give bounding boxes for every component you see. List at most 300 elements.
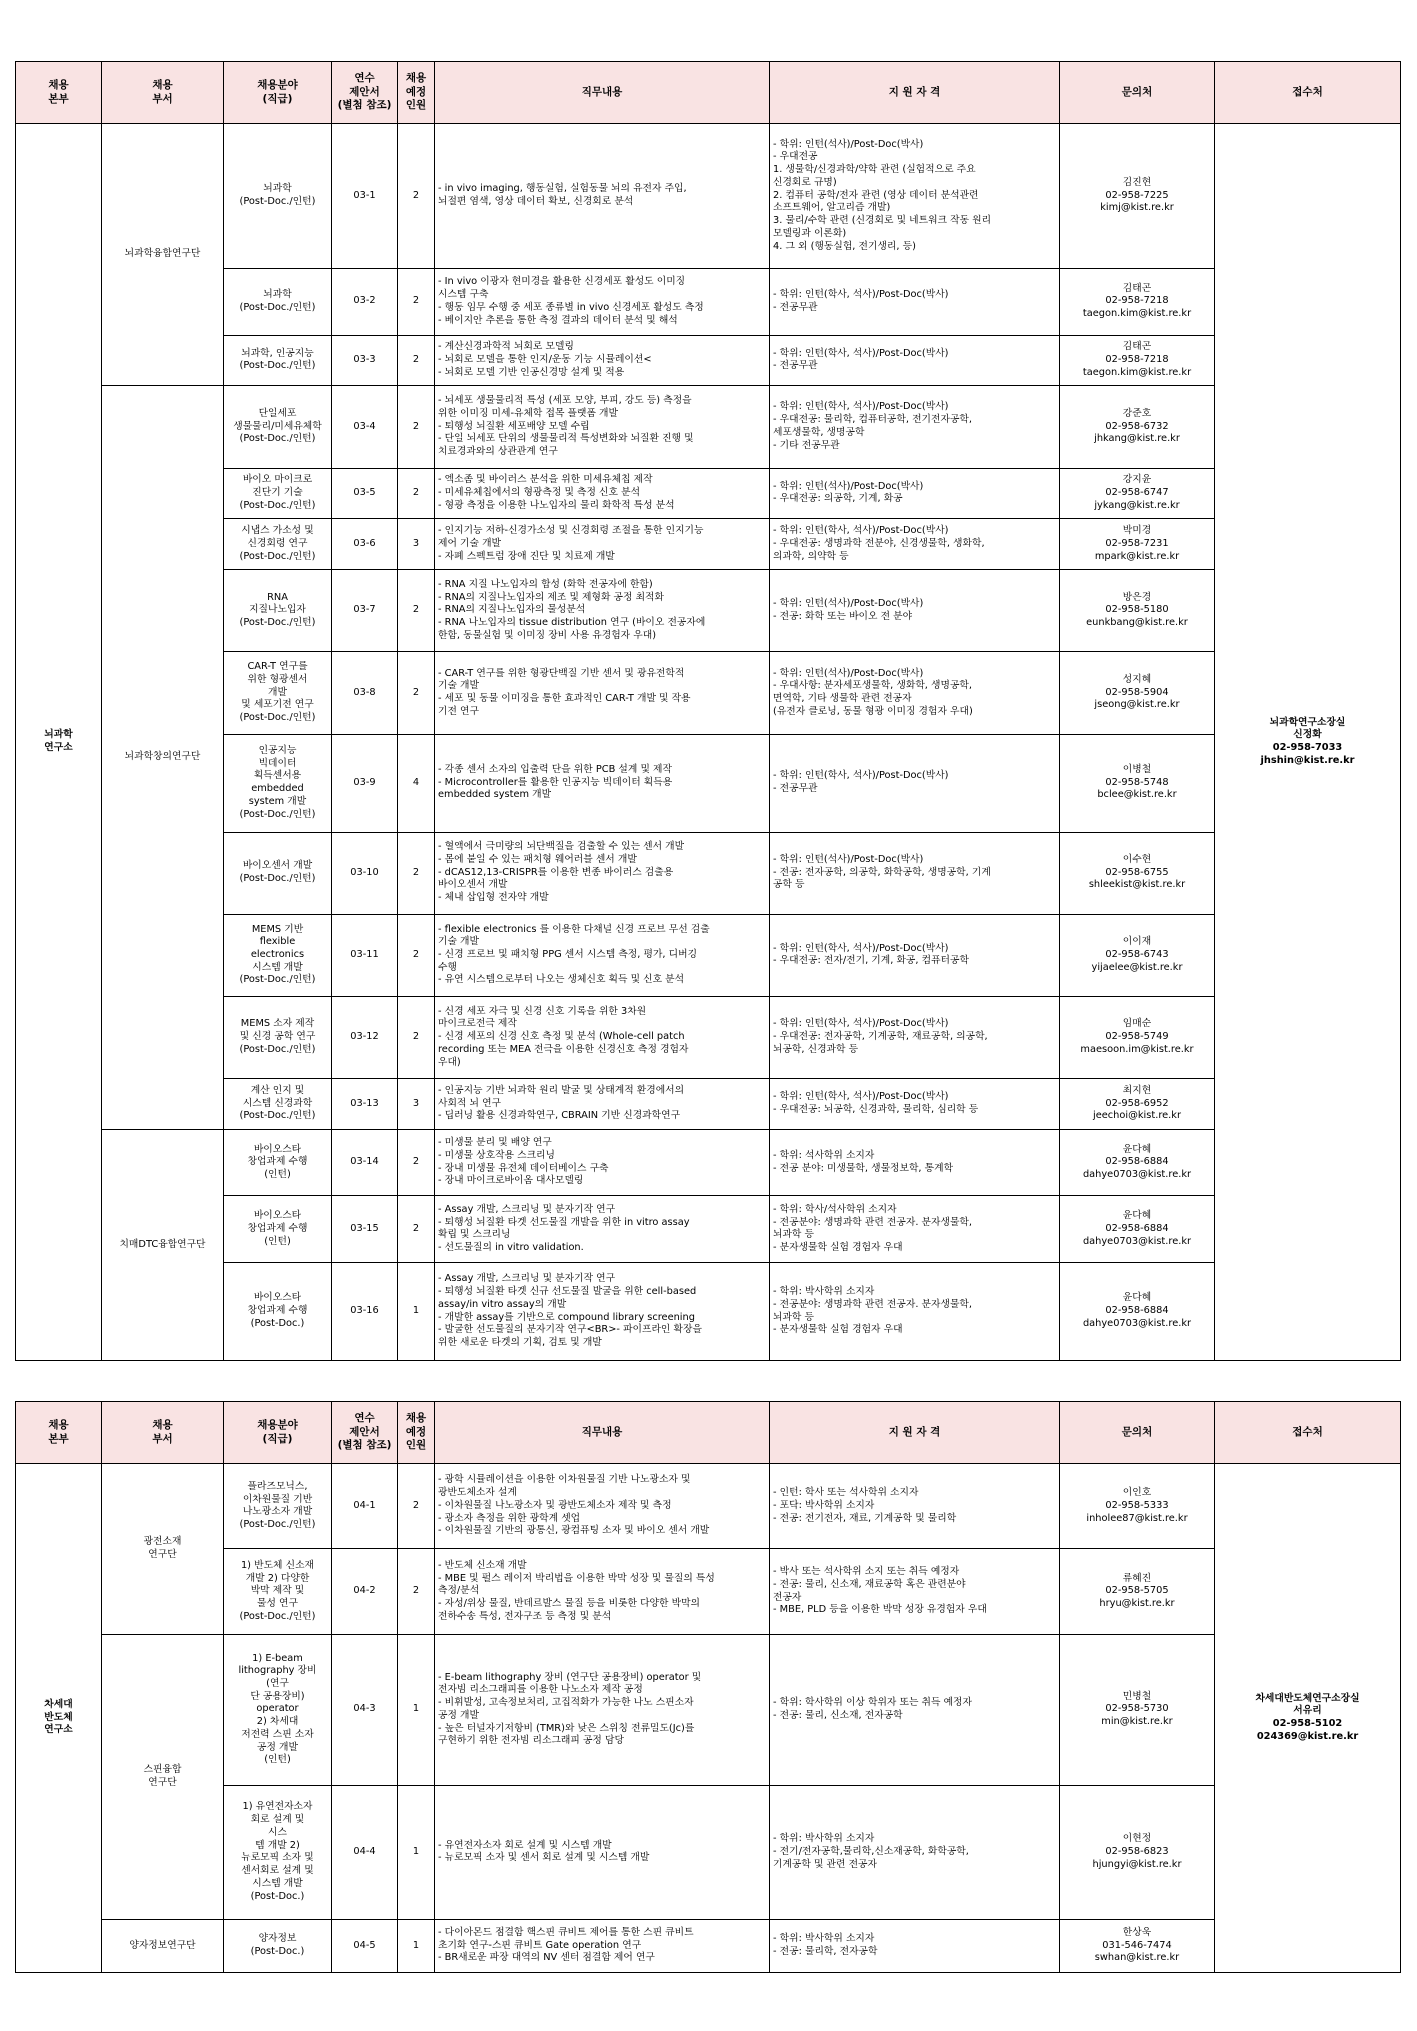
- text-line: - E-beam lithography 장비 (연구단 공용장비) operator 및: [438, 1671, 702, 1683]
- proposal-code: 03-13: [332, 1079, 398, 1130]
- text-line: - 우대전공: 전자공학, 기계공학, 재료공학, 의공학,: [773, 1031, 988, 1043]
- text-line: - In vivo 이광자 현미경을 활용한 신경세포 활성도 이미징: [438, 276, 686, 288]
- headcount-cell: 2: [398, 1196, 435, 1263]
- text-line: - 자폐 스펙트럼 장애 진단 및 치료제 개발: [438, 550, 615, 562]
- text-line: - 우대전공: 뇌공학, 신경과학, 물리학, 심리학 등: [773, 1104, 979, 1116]
- text-line: - 전기/전자공학,물리학,신소재공학, 화학공학,: [773, 1846, 969, 1858]
- table-row: [16, 1196, 1401, 1263]
- headcount-cell: 2: [398, 570, 435, 652]
- text-line: - 광학 시뮬레이션을 이용한 이차원물질 기반 나노광소자 및: [438, 1474, 691, 1486]
- header-contact: 문의처: [1060, 62, 1215, 124]
- text-line: - 퇴행성 뇌질환 타겟 선도물질 개발을 위한 in vitro assay: [438, 1216, 690, 1228]
- text-line: - 우대전공: 물리학, 컴퓨터공학, 전기전자공학,: [773, 414, 972, 426]
- table-row: [16, 335, 1401, 386]
- text-line: - 포닥: 박사학위 소지자: [773, 1499, 875, 1511]
- text-line: - 퇴행성 뇌질환 세포배양 모델 수립: [438, 420, 590, 432]
- text-line: - flexible electronics 를 이용한 다채널 신경 프로브 무선 검출: [438, 923, 710, 935]
- text-line: - 발굴한 선도물질의 분자기작 연구<BR>- 파이프라인 확장을: [438, 1324, 702, 1336]
- header-department: 채용 부서: [102, 1402, 224, 1464]
- text-line: - 학위: 박사학위 소지자: [773, 1833, 875, 1845]
- text-line: - 학위: 석사학위 소지자: [773, 1149, 875, 1161]
- text-line: 의과학, 의약학 등: [773, 550, 849, 562]
- recruitment-table-brain: [15, 61, 1401, 1361]
- headcount-cell: 3: [398, 519, 435, 570]
- contact-cell: 이인호 02-958-5333 inholee87@kist.re.kr: [1060, 1464, 1215, 1549]
- header-field: 채용분야 (직급): [224, 62, 332, 124]
- text-line: 기계공학 및 관련 전공자: [773, 1858, 877, 1870]
- table-body: [16, 124, 1401, 1361]
- text-line: - BR새로운 파장 대역의 NV 센터 점결함 제어 연구: [438, 1952, 655, 1964]
- text-line: - 학위: 인턴(학사, 석사)/Post-Doc(박사): [773, 770, 949, 782]
- proposal-code: 03-11: [332, 914, 398, 996]
- text-line: - 우대전공: 생명과학 전분야, 신경생물학, 생화학,: [773, 537, 985, 549]
- field-cell: 계산 인지 및 시스템 신경과학 (Post-Doc./인턴): [224, 1079, 332, 1130]
- text-line: - in vivo imaging, 행동실험, 실험동물 뇌의 유전자 주입,: [438, 183, 687, 195]
- field-cell: 바이오스타 창업과제 수행 (Post-Doc.): [224, 1263, 332, 1361]
- header-proposal: 연수 제안서 (별첨 참조): [332, 1402, 398, 1464]
- text-line: - 장내 미생물 유전체 데이터베이스 구축: [438, 1162, 609, 1174]
- field-cell: 플라즈모닉스, 이차원물질 기반 나노광소자 개발 (Post-Doc./인턴): [224, 1464, 332, 1549]
- duties-cell: [435, 269, 770, 336]
- department-cell: 양자정보연구단: [102, 1920, 224, 1973]
- text-line: - 학위: 인턴(석사)/Post-Doc(박사): [773, 138, 924, 150]
- duties-cell: [435, 519, 770, 570]
- header-contact: 문의처: [1060, 1402, 1215, 1464]
- contact-cell: 윤다혜 02-958-6884 dahye0703@kist.re.kr: [1060, 1196, 1215, 1263]
- qualifications-cell: [770, 1920, 1060, 1973]
- qualifications-cell: [770, 570, 1060, 652]
- header-department: 채용 부서: [102, 62, 224, 124]
- department-cell: 뇌과학융합연구단: [102, 124, 224, 386]
- proposal-code: 04-3: [332, 1634, 398, 1785]
- text-line: - 전공무관: [773, 301, 818, 313]
- proposal-code: 04-1: [332, 1464, 398, 1549]
- text-line: - 전공: 전자공학, 의공학, 화학공학, 생명공학, 기계: [773, 866, 991, 878]
- field-cell: 단일세포 생물물리/미세유체학 (Post-Doc./인턴): [224, 386, 332, 468]
- contact-cell: 방은경 02-958-5180 eunkbang@kist.re.kr: [1060, 570, 1215, 652]
- field-cell: 인공지능 빅데이터 획득센서용 embedded system 개발 (Post-Doc./인턴): [224, 734, 332, 832]
- text-line: - RNA의 지질나노입자의 제조 및 제형화 공정 최적화: [438, 591, 664, 603]
- proposal-code: 03-2: [332, 269, 398, 336]
- qualifications-cell: [770, 1634, 1060, 1785]
- proposal-code: 03-6: [332, 519, 398, 570]
- receipt-cell: 뇌과학연구소장실 신정화 02-958-7033 jhshin@kist.re.kr: [1215, 124, 1401, 1361]
- field-cell: 1) E-beam lithography 장비 (연구 단 공용장비) operator 2) 차세대 저전력 스핀 소자 공정 개발 (인턴): [224, 1634, 332, 1785]
- contact-cell: 김태곤 02-958-7218 taegon.kim@kist.re.kr: [1060, 269, 1215, 336]
- qualifications-cell: [770, 468, 1060, 519]
- headcount-cell: 2: [398, 1464, 435, 1549]
- table-row: [16, 1549, 1401, 1634]
- text-line: - 행동 임무 수행 중 세포 종류별 in vivo 신경세포 활성도 측정: [438, 301, 704, 313]
- field-cell: RNA 지질나노입자 (Post-Doc./인턴): [224, 570, 332, 652]
- headcount-cell: 1: [398, 1920, 435, 1973]
- table-row: [16, 468, 1401, 519]
- text-line: - 미생물 상호작용 스크리닝: [438, 1149, 555, 1161]
- text-line: - Microcontroller를 활용한 인공지능 빅데이터 획득용: [438, 776, 673, 788]
- department-cell: 스핀융합 연구단: [102, 1634, 224, 1919]
- text-line: - 학위: 인턴(학사, 석사)/Post-Doc(박사): [773, 942, 949, 954]
- text-line: 면역학, 기타 생물학 관련 전공자: [773, 692, 912, 704]
- text-line: - 전공: 화학 또는 바이오 전 분야: [773, 610, 913, 622]
- text-line: 사회적 뇌 연구: [438, 1097, 502, 1109]
- text-line: - 학위: 인턴(석사)/Post-Doc(박사): [773, 480, 924, 492]
- field-cell: MEMS 소자 제작 및 신경 공학 연구 (Post-Doc./인턴): [224, 996, 332, 1078]
- qualifications-cell: [770, 1549, 1060, 1634]
- text-line: 확립 및 스크리닝: [438, 1229, 511, 1241]
- text-line: - 뇌회로 모델을 통한 인지/운동 기능 시뮬레이션<: [438, 354, 652, 366]
- table-row: [16, 1464, 1401, 1549]
- contact-cell: 이이재 02-958-6743 yijaelee@kist.re.kr: [1060, 914, 1215, 996]
- table-row: [16, 269, 1401, 336]
- text-line: 마이크로전극 제작: [438, 1018, 517, 1030]
- proposal-code: 03-10: [332, 832, 398, 914]
- duties-cell: [435, 386, 770, 468]
- contact-cell: 김진현 02-958-7225 kimj@kist.re.kr: [1060, 124, 1215, 269]
- proposal-code: 03-12: [332, 996, 398, 1078]
- qualifications-cell: [770, 652, 1060, 734]
- table-row: [16, 386, 1401, 468]
- contact-cell: 임매순 02-958-5749 maesoon.im@kist.re.kr: [1060, 996, 1215, 1078]
- contact-cell: 최지현 02-958-6952 jeechoi@kist.re.kr: [1060, 1079, 1215, 1130]
- proposal-code: 03-5: [332, 468, 398, 519]
- text-line: 전공자: [773, 1591, 802, 1603]
- field-cell: 바이오스타 창업과제 수행 (인턴): [224, 1196, 332, 1263]
- text-line: - 학위: 인턴(석사)/Post-Doc(박사): [773, 854, 924, 866]
- table-row: [16, 914, 1401, 996]
- text-line: - 개발한 assay를 기반으로 compound library screening: [438, 1311, 695, 1323]
- text-line: - 장내 마이크로바이옴 대사모델링: [438, 1175, 584, 1187]
- department-cell: 뇌과학창의연구단: [102, 386, 224, 1130]
- table-row: [16, 124, 1401, 269]
- table-header: [16, 62, 1401, 124]
- header-headcount: 채용 예정 인원: [398, 62, 435, 124]
- contact-cell: 김태곤 02-958-7218 taegon.kim@kist.re.kr: [1060, 335, 1215, 386]
- text-line: - 학위: 박사학위 소지자: [773, 1933, 875, 1945]
- header-headcount: 채용 예정 인원: [398, 1402, 435, 1464]
- proposal-code: 03-4: [332, 386, 398, 468]
- proposal-code: 03-7: [332, 570, 398, 652]
- text-line: - 딥러닝 활용 신경과학연구, CBRAIN 기반 신경과학연구: [438, 1110, 681, 1122]
- header-row: [16, 62, 1401, 124]
- table-row: [16, 1920, 1401, 1973]
- receipt-cell: 차세대반도체연구소장실 서유리 02-958-5102 024369@kist.re.kr: [1215, 1464, 1401, 1973]
- contact-cell: 류혜진 02-958-5705 hryu@kist.re.kr: [1060, 1549, 1215, 1634]
- text-line: - 학위: 인턴(학사, 석사)/Post-Doc(박사): [773, 525, 949, 537]
- qualifications-cell: [770, 1263, 1060, 1361]
- field-cell: 바이오센서 개발 (Post-Doc./인턴): [224, 832, 332, 914]
- text-line: - 전공 분야: 미생물학, 생물정보학, 통계학: [773, 1162, 954, 1174]
- headcount-cell: 4: [398, 734, 435, 832]
- headcount-cell: 2: [398, 832, 435, 914]
- text-line: - 뇌회로 모델 기반 인공신경망 설계 및 적용: [438, 366, 625, 378]
- text-line: assay/in vitro assay의 개발: [438, 1298, 567, 1310]
- text-line: - 박사 또는 석사학위 소지 또는 취득 예정자: [773, 1566, 960, 1578]
- text-line: 기술 개발: [438, 680, 479, 692]
- table-row: [16, 832, 1401, 914]
- text-line: - dCAS12,13-CRISPR를 이용한 변종 바이러스 검출용: [438, 866, 674, 878]
- header-proposal: 연수 제안서 (별첨 참조): [332, 62, 398, 124]
- contact-cell: 성지혜 02-958-5904 jseong@kist.re.kr: [1060, 652, 1215, 734]
- text-line: - 형광 측정을 이용한 나노입자의 물리 화학적 특성 분석: [438, 499, 675, 511]
- field-cell: 바이오 마이크로 진단기 기술 (Post-Doc./인턴): [224, 468, 332, 519]
- contact-cell: 이수현 02-958-6755 shleekist@kist.re.kr: [1060, 832, 1215, 914]
- headcount-cell: 1: [398, 1785, 435, 1919]
- duties-cell: [435, 1464, 770, 1549]
- text-line: - 높은 터널자기저항비 (TMR)와 낮은 스위칭 전류밀도(Jc)를: [438, 1722, 695, 1734]
- text-line: - RNA 지질 나노입자의 합성 (화학 전공자에 한함): [438, 578, 653, 590]
- header-duties: 직무내용: [435, 1402, 770, 1464]
- text-line: - 유연 시스템으로부터 나오는 생체신호 획득 및 신호 분석: [438, 974, 685, 986]
- text-line: - 이차원물질 기반의 광통신, 광컴퓨팅 소자 및 바이오 센서 개발: [438, 1525, 710, 1537]
- contact-cell: 한상욱 031-546-7474 swhan@kist.re.kr: [1060, 1920, 1215, 1973]
- qualifications-cell: [770, 914, 1060, 996]
- text-line: - 전공무관: [773, 783, 818, 795]
- duties-cell: [435, 468, 770, 519]
- field-cell: 뇌과학 (Post-Doc./인턴): [224, 124, 332, 269]
- text-line: 1. 생물학/신경과학/약학 관련 (실험적으로 주요: [773, 164, 976, 176]
- text-line: - 학위: 인턴(학사, 석사)/Post-Doc(박사): [773, 289, 949, 301]
- text-line: - 학위: 인턴(학사, 석사)/Post-Doc(박사): [773, 401, 949, 413]
- text-line: - 퇴행성 뇌질환 타겟 신규 선도물질 발굴을 위한 cell-based: [438, 1286, 697, 1298]
- text-line: - 전공: 물리, 신소재, 재료공학 혹은 관련분야: [773, 1578, 966, 1590]
- duties-cell: [435, 1129, 770, 1196]
- header-division: 채용 본부: [16, 62, 102, 124]
- text-line: - 광소자 측정을 위한 광학계 셋업: [438, 1512, 581, 1524]
- duties-cell: [435, 1634, 770, 1785]
- field-cell: 1) 반도체 신소재 개발 2) 다양한 박막 제작 및 물성 연구 (Post-Doc./인턴): [224, 1549, 332, 1634]
- text-line: - 유연전자소자 회로 설계 및 시스템 개발: [438, 1839, 612, 1851]
- table-row: [16, 996, 1401, 1078]
- text-line: embedded system 개발: [438, 789, 552, 801]
- proposal-code: 03-14: [332, 1129, 398, 1196]
- qualifications-cell: [770, 1079, 1060, 1130]
- field-cell: MEMS 기반 flexible electronics 시스템 개발 (Post-Doc./인턴): [224, 914, 332, 996]
- table-row: [16, 1129, 1401, 1196]
- headcount-cell: 2: [398, 652, 435, 734]
- proposal-code: 03-8: [332, 652, 398, 734]
- text-line: - 학위: 인턴(학사, 석사)/Post-Doc(박사): [773, 347, 949, 359]
- text-line: 수행: [438, 961, 457, 973]
- headcount-cell: 2: [398, 468, 435, 519]
- qualifications-cell: [770, 1785, 1060, 1919]
- duties-cell: [435, 914, 770, 996]
- qualifications-cell: [770, 519, 1060, 570]
- text-line: - 각종 센서 소자의 입출력 단을 위한 PCB 설계 및 제작: [438, 763, 672, 775]
- text-line: - 인지기능 저하-신경가소성 및 신경회령 조절을 통한 인지기능: [438, 525, 704, 537]
- contact-cell: 민병철 02-958-5730 min@kist.re.kr: [1060, 1634, 1215, 1785]
- table-row: [16, 570, 1401, 652]
- text-line: - 베이지안 추론을 통한 측정 결과의 데이터 분석 및 해석: [438, 314, 678, 326]
- text-line: 치료경과와의 상관관계 연구: [438, 446, 558, 458]
- text-line: - 다이아몬드 점결함 핵스핀 큐비트 제어를 통한 스핀 큐비트: [438, 1926, 694, 1938]
- recruitment-table-semiconductor: [15, 1401, 1401, 1973]
- text-line: - 학위: 박사학위 소지자: [773, 1286, 875, 1298]
- duties-cell: [435, 1549, 770, 1634]
- text-line: - 학위: 학사학위 이상 학위자 또는 취득 예정자: [773, 1697, 972, 1709]
- division-cell: 차세대 반도체 연구소: [16, 1464, 102, 1973]
- text-line: - 세포 및 동물 이미징을 통한 효과적인 CAR-T 개발 및 작용: [438, 692, 691, 704]
- field-cell: 시냅스 가소성 및 신경회령 연구 (Post-Doc./인턴): [224, 519, 332, 570]
- text-line: 공학 등: [773, 879, 805, 891]
- text-line: - 우대전공: 의공학, 기계, 화공: [773, 493, 903, 505]
- text-line: 뇌공학, 신경과학 등: [773, 1043, 859, 1055]
- qualifications-cell: [770, 124, 1060, 269]
- text-line: - 신경 세포의 신경 신호 측정 및 분석 (Whole-cell patch: [438, 1031, 685, 1043]
- contact-cell: 이병철 02-958-5748 bclee@kist.re.kr: [1060, 734, 1215, 832]
- text-line: 뇌과학 등: [773, 1311, 814, 1323]
- duties-cell: [435, 1785, 770, 1919]
- duties-cell: [435, 124, 770, 269]
- field-cell: 양자정보 (Post-Doc.): [224, 1920, 332, 1973]
- headcount-cell: 2: [398, 1129, 435, 1196]
- headcount-cell: 2: [398, 996, 435, 1078]
- text-line: - 미생물 분리 및 배양 연구: [438, 1137, 552, 1149]
- table-row: [16, 1263, 1401, 1361]
- text-line: - 학위: 인턴(석사)/Post-Doc(박사): [773, 598, 924, 610]
- text-line: 뇌과학 등: [773, 1229, 814, 1241]
- text-line: 기술 개발: [438, 936, 479, 948]
- headcount-cell: 2: [398, 1549, 435, 1634]
- text-line: - 인공지능 기반 뇌과학 원리 발굴 및 상태계적 환경에서의: [438, 1084, 685, 1096]
- proposal-code: 04-2: [332, 1549, 398, 1634]
- contact-cell: 강준호 02-958-6732 jhkang@kist.re.kr: [1060, 386, 1215, 468]
- text-line: - 우대사항: 분자세포생물학, 생화학, 생명공학,: [773, 680, 972, 692]
- table-row: [16, 734, 1401, 832]
- text-line: 위한 새로운 타겟의 기획, 검토 및 개발: [438, 1336, 602, 1348]
- text-line: - 엑소좀 및 바이러스 분석을 위한 미세유체칩 제작: [438, 474, 653, 486]
- field-cell: 1) 유연전자소자 회로 설계 및 시스 템 개발 2) 뉴로모픽 소자 및 센서회로 설계 및 시스템 개발 (Post-Doc.): [224, 1785, 332, 1919]
- text-line: - MBE 및 펄스 레이저 박리법을 이용한 박막 성장 및 물질의 특성: [438, 1572, 715, 1584]
- duties-cell: [435, 1196, 770, 1263]
- qualifications-cell: [770, 832, 1060, 914]
- qualifications-cell: [770, 386, 1060, 468]
- headcount-cell: 2: [398, 386, 435, 468]
- department-cell: 치매DTC융합연구단: [102, 1129, 224, 1360]
- text-line: 우대): [438, 1056, 461, 1068]
- text-line: - 우대전공: [773, 151, 818, 163]
- contact-cell: 윤다혜 02-958-6884 dahye0703@kist.re.kr: [1060, 1263, 1215, 1361]
- duties-cell: [435, 652, 770, 734]
- duties-cell: [435, 570, 770, 652]
- text-line: 구현하기 위한 전자빔 리소그래피 공정 담당: [438, 1735, 624, 1747]
- text-line: 초기화 연구-스핀 큐비트 Gate operation 연구: [438, 1939, 642, 1951]
- proposal-code: 03-15: [332, 1196, 398, 1263]
- header-duties: 직무내용: [435, 62, 770, 124]
- department-cell: 광전소재 연구단: [102, 1464, 224, 1635]
- text-line: - 전공: 전기전자, 재료, 기계공학 및 물리학: [773, 1512, 957, 1524]
- headcount-cell: 3: [398, 1079, 435, 1130]
- text-line: 전하수송 특성, 전자구조 등 측정 및 분석: [438, 1610, 612, 1622]
- headcount-cell: 2: [398, 914, 435, 996]
- text-line: - 기타 전공무관: [773, 439, 840, 451]
- headcount-cell: 1: [398, 1634, 435, 1785]
- table-row: [16, 519, 1401, 570]
- table-row: [16, 1634, 1401, 1785]
- text-line: - 학위: 인턴(학사, 석사)/Post-Doc(박사): [773, 1018, 949, 1030]
- table-row: [16, 1079, 1401, 1130]
- qualifications-cell: [770, 996, 1060, 1078]
- text-line: - 학위: 학사/석사학위 소지자: [773, 1203, 897, 1215]
- text-line: 공정 개발: [438, 1709, 479, 1721]
- text-line: - MBE, PLD 등을 이용한 박막 성장 유경험자 우대: [773, 1604, 987, 1616]
- duties-cell: [435, 996, 770, 1078]
- qualifications-cell: [770, 269, 1060, 336]
- text-line: - 혈액에서 극미량의 뇌단백질을 검출할 수 있는 센서 개발: [438, 841, 685, 853]
- text-line: - 비휘발성, 고속정보처리, 고집적화가 가능한 나노 스핀소자: [438, 1697, 694, 1709]
- duties-cell: [435, 1263, 770, 1361]
- proposal-code: 03-9: [332, 734, 398, 832]
- text-line: - 단일 뇌세포 단위의 생물물리적 특성변화와 뇌질환 진행 및: [438, 433, 694, 445]
- text-line: 기전 연구: [438, 705, 479, 717]
- duties-cell: [435, 832, 770, 914]
- text-line: 3. 물리/수학 관련 (신경회로 및 네트워크 작동 원리: [773, 215, 992, 227]
- text-line: - 계산신경과학적 뇌회로 모델링: [438, 341, 574, 353]
- qualifications-cell: [770, 1129, 1060, 1196]
- text-line: - 전공: 물리, 신소재, 전자공학: [773, 1709, 903, 1721]
- proposal-code: 03-16: [332, 1263, 398, 1361]
- text-line: - 우대전공: 전자/전기, 기계, 화공, 컴퓨터공학: [773, 955, 969, 967]
- text-line: 위한 이미징 미세-유체학 접목 플랫폼 개발: [438, 407, 618, 419]
- text-line: - 인턴: 학사 또는 석사학위 소지자: [773, 1487, 919, 1499]
- qualifications-cell: [770, 734, 1060, 832]
- headcount-cell: 2: [398, 124, 435, 269]
- duties-cell: [435, 734, 770, 832]
- text-line: - 학위: 인턴(석사)/Post-Doc(박사): [773, 667, 924, 679]
- text-line: 2. 컴퓨터 공학/전자 관련 (영상 데이터 분석관련: [773, 189, 979, 201]
- table-row: [16, 652, 1401, 734]
- headcount-cell: 1: [398, 1263, 435, 1361]
- duties-cell: [435, 1079, 770, 1130]
- qualifications-cell: [770, 1464, 1060, 1549]
- duties-cell: [435, 1920, 770, 1973]
- field-cell: 뇌과학 (Post-Doc./인턴): [224, 269, 332, 336]
- text-line: 세포생물학, 생명공학: [773, 426, 865, 438]
- contact-cell: 윤다혜 02-958-6884 dahye0703@kist.re.kr: [1060, 1129, 1215, 1196]
- text-line: - 전공: 물리학, 전자공학: [773, 1946, 878, 1958]
- table-header: [16, 1402, 1401, 1464]
- text-line: - RNA의 지질나노입자의 물성분석: [438, 604, 586, 616]
- header-qualifications: 지 원 자 격: [770, 62, 1060, 124]
- text-line: recording 또는 MEA 전극을 이용한 신경신호 측정 경험자: [438, 1043, 689, 1055]
- headcount-cell: 2: [398, 335, 435, 386]
- proposal-code: 04-4: [332, 1785, 398, 1919]
- text-line: - Assay 개발, 스크리닝 및 분자기작 연구: [438, 1273, 616, 1285]
- header-receipt: 접수처: [1215, 1402, 1401, 1464]
- text-line: - 전공분야: 생명과학 관련 전공자. 분자생물학,: [773, 1298, 972, 1310]
- text-line: - 뉴로모픽 소자 및 센서 회로 설계 및 시스템 개발: [438, 1852, 650, 1864]
- text-line: - 신경 세포 자극 및 신경 신호 기록을 위한 3차원: [438, 1005, 647, 1017]
- text-line: 시스템 구축: [438, 289, 489, 301]
- proposal-code: 03-1: [332, 124, 398, 269]
- text-line: - CAR-T 연구를 위한 형광단백질 기반 센서 및 광유전학적: [438, 667, 685, 679]
- text-line: - 뇌세포 생물물리적 특성 (세포 모양, 부피, 강도 등) 측정을: [438, 395, 692, 407]
- text-line: 바이오센서 개발: [438, 879, 508, 891]
- header-field: 채용분야 (직급): [224, 1402, 332, 1464]
- table-row: [16, 1785, 1401, 1919]
- field-cell: 뇌과학, 인공지능 (Post-Doc./인턴): [224, 335, 332, 386]
- field-cell: CAR-T 연구를 위한 형광센서 개발 및 세포기전 연구 (Post-Doc./인턴): [224, 652, 332, 734]
- text-line: 소프트웨어, 알고리즘 개발): [773, 202, 891, 214]
- text-line: 측정/분석: [438, 1585, 480, 1597]
- contact-cell: 강지윤 02-958-6747 jykang@kist.re.kr: [1060, 468, 1215, 519]
- table-body: [16, 1464, 1401, 1973]
- qualifications-cell: [770, 1196, 1060, 1263]
- header-row: [16, 1402, 1401, 1464]
- text-line: - 몸에 붙일 수 있는 패치형 웨어러블 센서 개발: [438, 854, 637, 866]
- text-line: 뇌절편 염색, 영상 데이터 확보, 신경회로 분석: [438, 196, 634, 208]
- header-receipt: 접수처: [1215, 62, 1401, 124]
- header-qualifications: 지 원 자 격: [770, 1402, 1060, 1464]
